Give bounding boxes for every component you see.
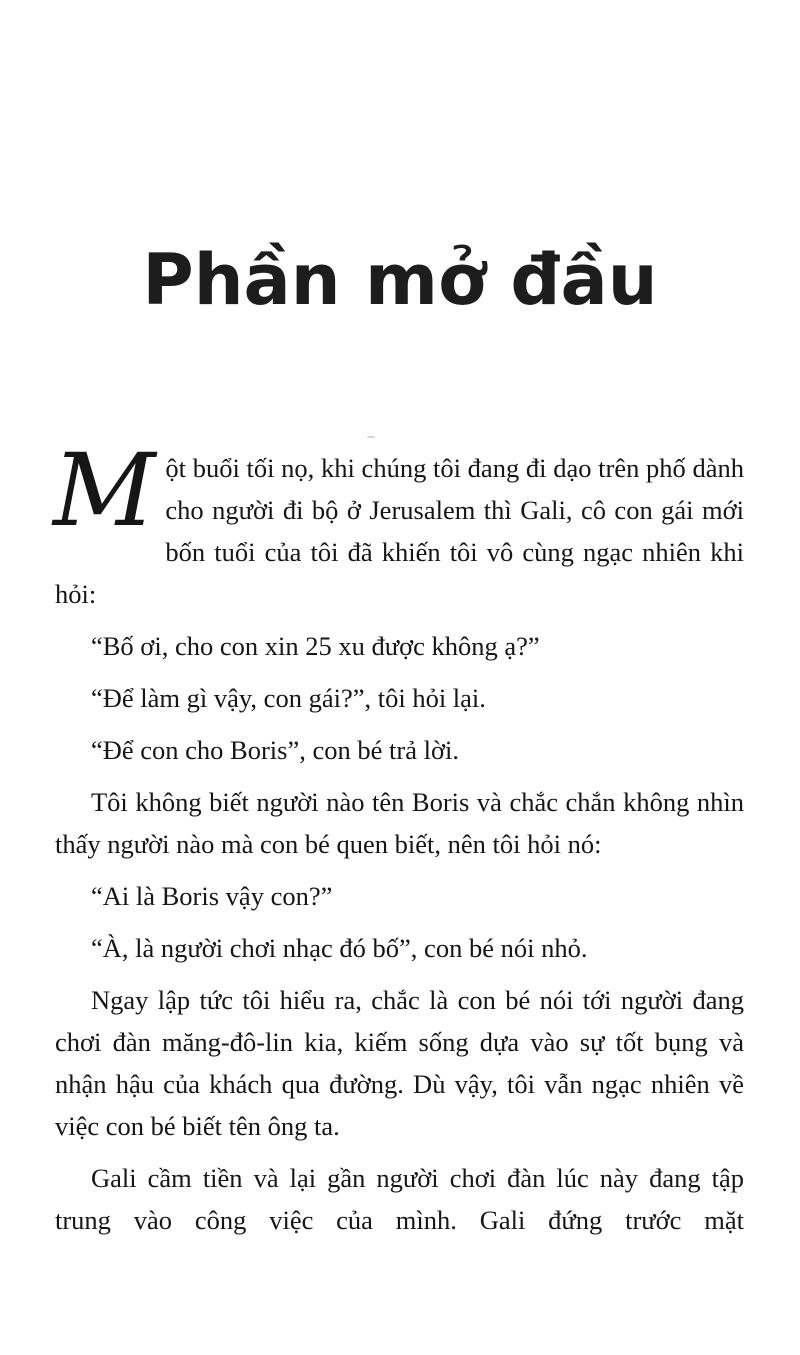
paragraph-dialogue-3: “Để con cho Boris”, con bé trả lời. <box>91 735 459 765</box>
paragraph-dialogue-4: “Ai là Boris vậy con?” <box>91 881 333 911</box>
paragraph-narration-1: Tôi không biết người nào tên Boris và chắc chắn không nhìn thấy người nào mà con bé quen biết, nên tôi hỏi nó: <box>55 787 744 859</box>
scan-speck <box>367 436 375 438</box>
paragraph-dialogue-5: “À, là người chơi nhạc đó bố”, con bé nói nhỏ. <box>91 933 588 963</box>
paragraph-dialogue-1: “Bố ơi, cho con xin 25 xu được không ạ?” <box>91 631 540 661</box>
paragraph-narration-2: Ngay lập tức tôi hiểu ra, chắc là con bé nói tới người đang chơi đàn măng-đô-lin kia, kiếm sống dựa vào sự tốt bụng và nhận hậu của khách qua đường. Dù vậy, tôi vẫn ngạc nhiên về việc con bé biết tên ông ta. <box>55 985 744 1141</box>
paragraph-opening <box>53 432 744 615</box>
paragraph-opening-text: ột buổi tối nọ, khi chúng tôi đang đi dạo trên phố dành cho người đi bộ ở Jerusalem thì Gali, cô con gái mới bốn tuổi của tôi đã khiến tôi vô cùng ngạc nhiên khi hỏi: <box>55 453 744 609</box>
body-text <box>0 432 800 1241</box>
chapter-title: Phần mở đầu <box>142 239 658 321</box>
paragraph-dialogue-2: “Để làm gì vậy, con gái?”, tôi hỏi lại. <box>91 683 486 713</box>
drop-cap: M <box>53 432 156 549</box>
paragraph-narration-3: Gali cầm tiền và lại gần người chơi đàn lúc này đang tập trung vào công việc của mình. Gali đứng trước mặt <box>55 1163 744 1235</box>
